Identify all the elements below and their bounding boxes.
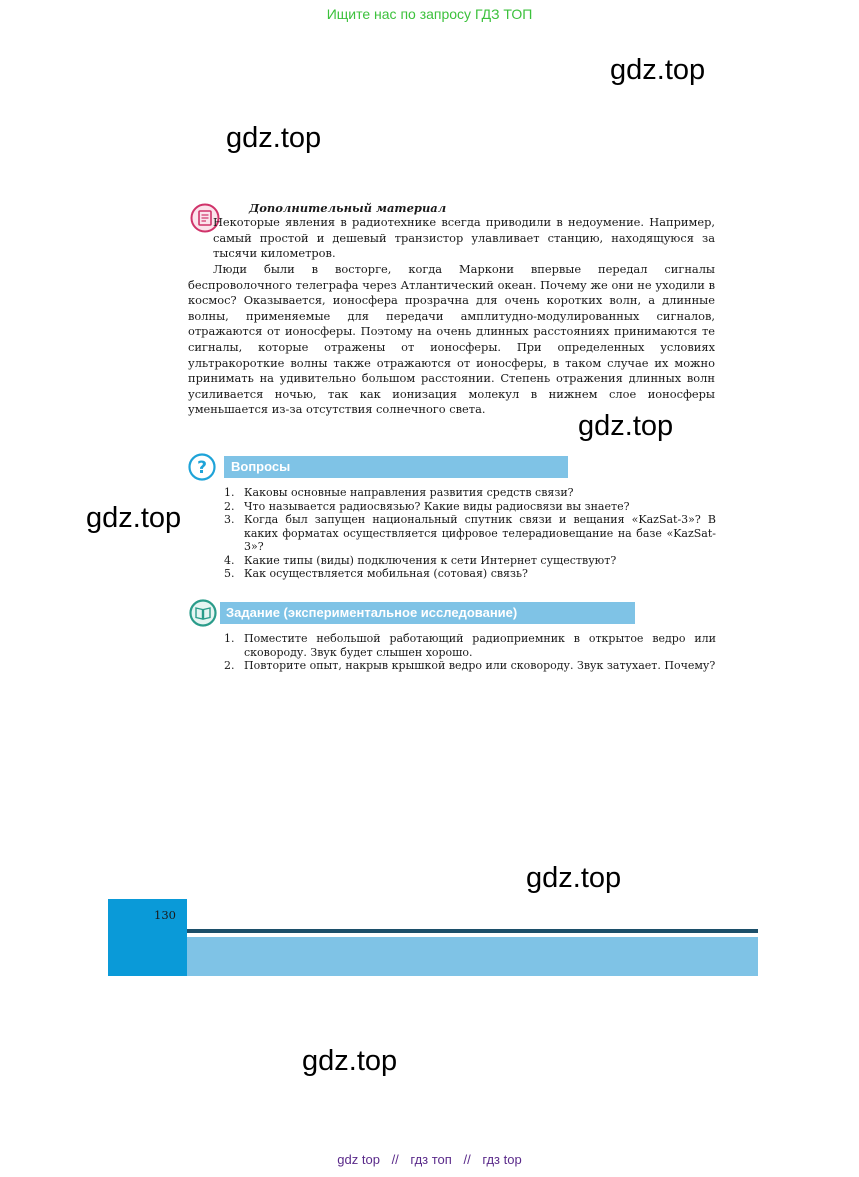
watermark: gdz.top	[578, 410, 674, 442]
list-item	[224, 659, 716, 673]
extra-material-title: Дополнительный материал	[249, 201, 447, 215]
item-number: 3.	[224, 513, 235, 526]
item-number: 2.	[224, 659, 235, 672]
extra-paragraph-1	[213, 215, 715, 262]
watermark: gdz.top	[526, 862, 622, 894]
footer-link-gdz-top-mixed[interactable]: гдз top	[482, 1152, 522, 1167]
list-item	[224, 632, 716, 659]
footer-link-gdz-top[interactable]: gdz top	[337, 1152, 380, 1167]
questions-heading: Вопросы	[224, 456, 568, 478]
item-text: Как осуществляется мобильная (сотовая) связь?	[244, 567, 528, 580]
list-item	[224, 554, 716, 568]
task-heading: Задание (экспериментальное исследование)	[220, 602, 635, 624]
footer-link-gdz-top-ru[interactable]: гдз топ	[410, 1152, 452, 1167]
book-icon	[189, 599, 217, 631]
task-list	[224, 632, 716, 673]
list-item	[224, 567, 716, 581]
item-text: Повторите опыт, накрыв крышкой ведро или сковороду. Звук затухает. Почему?	[244, 659, 716, 672]
item-number: 2.	[224, 499, 235, 513]
extra-paragraph-2: Люди были в восторге, когда Маркони впервые передал сигналы беспроволочного телеграфа через Атлантический океан. Почему же они не уходили в космос? Оказывается, ионосфера прозрачна для очень коротких волн, а длинные волны, применяемые для передачи амплитудно-модулированных сигналов, отражаются от ионосферы. Поэтому на очень длинных расстояниях принимаются те сигналы, которые отражены от ионосферы. При определенных условиях ультракороткие волны также отражаются от ионосферы, в таком случае их можно принимать на удивительно большом расстоянии. Степень отражения длинных волн усиливается ночью, так как ионизация молекул в нижнем слое ионосферы уменьшается из-за отсутствия солнечного света.	[188, 262, 715, 417]
watermark: gdz.top	[226, 122, 322, 154]
svg-text:?: ?	[197, 458, 207, 478]
divider-line	[187, 929, 758, 933]
list-item	[224, 513, 716, 554]
item-number: 4.	[224, 553, 235, 567]
item-text: Каковы основные направления развития средств связи?	[244, 486, 574, 499]
watermark: gdz.top	[610, 54, 706, 86]
item-number: 5.	[224, 567, 235, 580]
footer-separator: //	[463, 1152, 471, 1167]
watermark: gdz.top	[86, 502, 182, 534]
item-text: Что называется радиосвязью? Какие виды радиосвязи вы знаете?	[244, 499, 630, 513]
item-number: 1.	[224, 486, 235, 499]
question-icon	[188, 453, 216, 485]
footer-separator: //	[391, 1152, 399, 1167]
item-text: Какие типы (виды) подключения к сети Интернет существуют?	[244, 553, 617, 567]
list-item	[224, 486, 716, 500]
watermark: gdz.top	[302, 1045, 398, 1077]
search-banner[interactable]: Ищите нас по запросу ГДЗ ТОП	[326, 6, 533, 22]
item-text: Поместите небольшой работающий радиоприемник в открытое ведро или сковороду. Звук будет слышен хорошо.	[244, 632, 716, 659]
questions-list	[224, 486, 716, 581]
page-number: 130	[154, 908, 176, 922]
footer-band	[187, 937, 758, 976]
footer-links	[0, 1152, 859, 1167]
item-text: Когда был запущен национальный спутник связи и вещания «KazSat-3»? В каких форматах осуществляется цифровое телерадиовещание на базе «KazSat-3»?	[244, 513, 716, 553]
item-number: 1.	[224, 632, 235, 645]
extra-paragraph-1-text: Некоторые явления в радиотехнике всегда приводили в недоумение. Например, самый простой и дешевый транзистор улавливает станцию, находящуюся за тысячи километров.	[213, 215, 715, 261]
list-item	[224, 500, 716, 514]
